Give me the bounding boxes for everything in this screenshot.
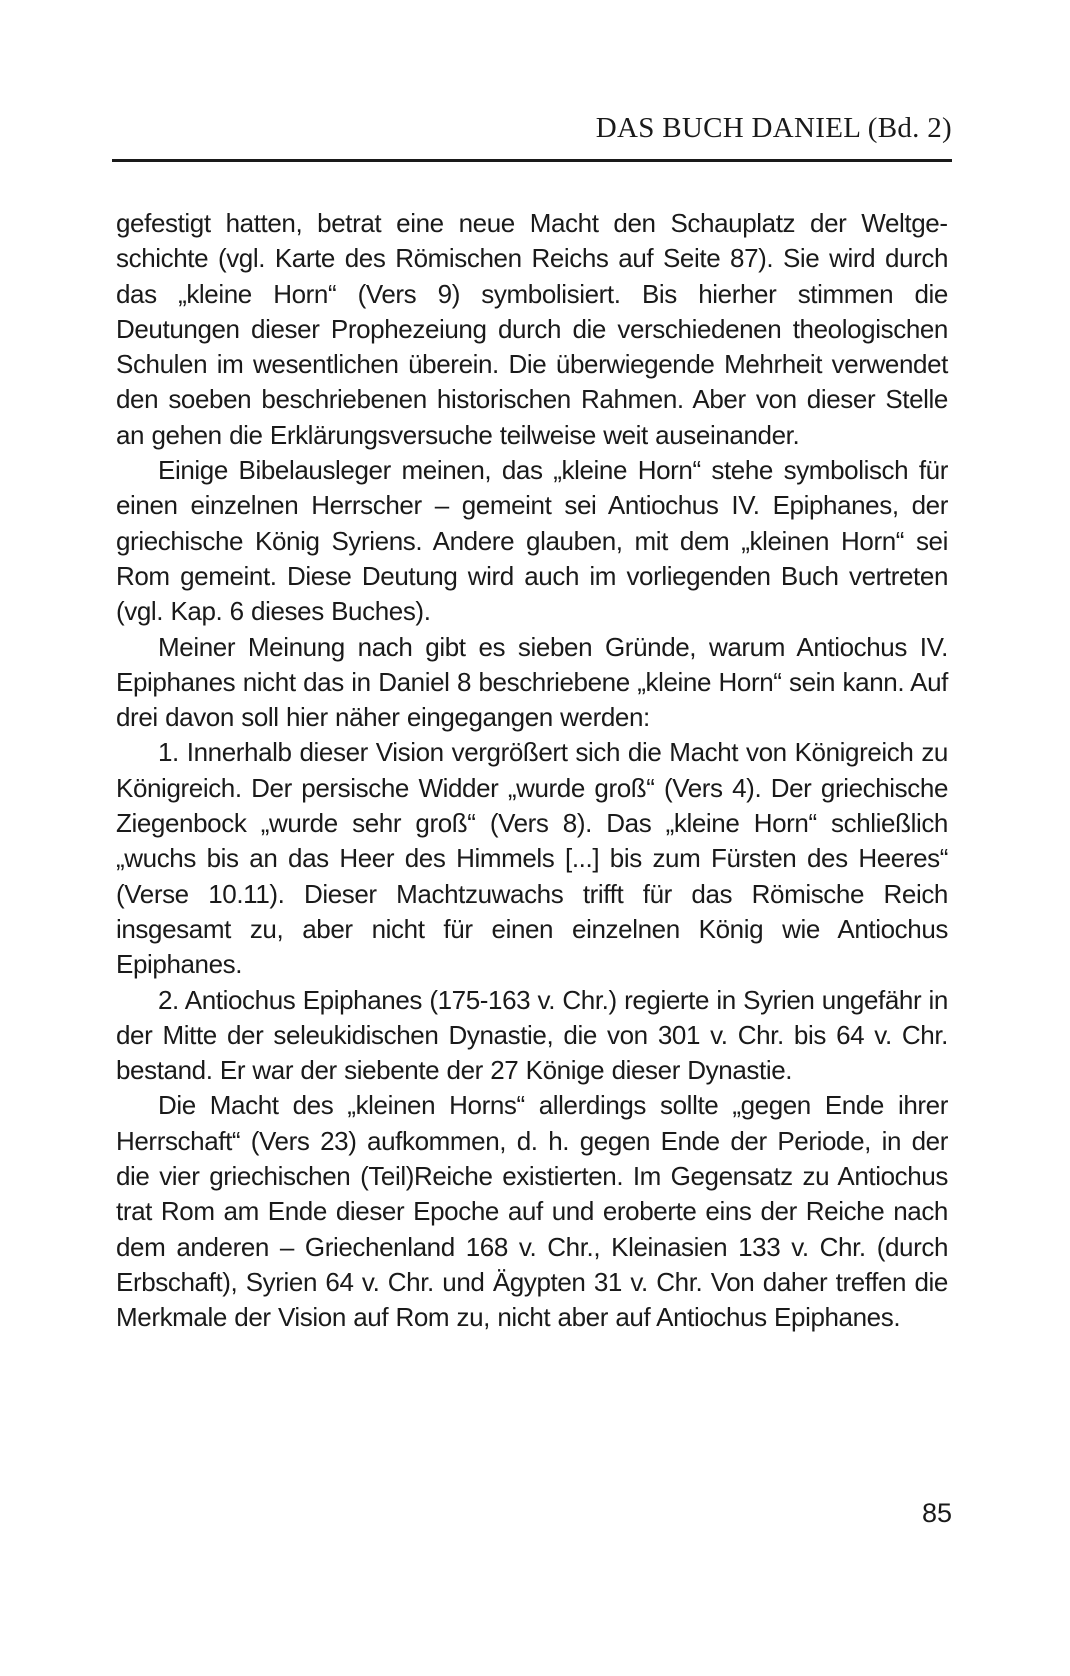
paragraph-1: gefestigt hatten, betrat eine neue Macht den Schauplatz der Weltgeschichte (vgl. Karte des Römischen Reichs auf Seite 87). Sie wird durch das „kleine Horn“ (Vers 9) symbolisiert. Bis hierher stimmen die Deutungen dieser Prophezeiung durch die verschiedenen theologischen Schulen im wesentlichen überein. Die überwiegende Mehrheit verwendet den soeben beschriebenen historischen Rahmen. Aber von dieser Stelle an gehen die Erklärungsversuche teilweise weit auseinander.: [116, 208, 948, 450]
body-text: [116, 206, 948, 1336]
running-header: DAS BUCH DANIEL (Bd. 2): [595, 112, 952, 144]
page-number: 85: [921, 1498, 952, 1528]
paragraph-3: Meiner Meinung nach gibt es sieben Gründe, warum Antiochus IV. Epiphanes nicht das in Daniel 8 beschriebene „kleine Horn“ sein kann. Auf drei davon soll hier näher eingegangen werden:: [116, 631, 948, 733]
paragraph-5: 2. Antiochus Epiphanes (175-163 v. Chr.) regierte in Syrien ungefähr in der Mitte der seleukidischen Dynastie, die von 301 v. Chr. bis 64 v. Chr. bestand. Er war der siebente der 27 Könige dieser Dynastie.: [116, 984, 948, 1086]
paragraph-2: Einige Bibelausleger meinen, das „kleine Horn“ stehe symbolisch für einen einzelnen Herrscher – gemeint sei Antiochus IV. Epiphanes, der griechische König Syriens. Andere glauben, mit dem „kleinen Horn“ sei Rom gemeint. Diese Deutung wird auch im vorliegenden Buch vertreten (vgl. Kap. 6 dieses Buches).: [116, 455, 948, 627]
header-rule: [112, 159, 952, 162]
paragraph-4: 1. Innerhalb dieser Vision vergrößert sich die Macht von Königreich zu Königreich. Der persische Widder „wurde groß“ (Vers 4). Der griechische Ziegenbock „wurde sehr groß“ (Vers 8). Das „kleine Horn“ schließlich „wuchs bis an das Heer des Himmels [...] bis zum Fürsten des Heeres“ (Verse 10.11). Dieser Machtzuwachs trifft für das Römische Reich insgesamt zu, aber nicht für einen einzelnen König wie Antiochus Epiphanes.: [116, 737, 948, 980]
paragraph-6: Die Macht des „kleinen Horns“ allerdings sollte „gegen Ende ihrer Herrschaft“ (Vers 23) aufkommen, d. h. gegen Ende der Periode, in der die vier griechischen (Teil)Reiche existierten. Im Gegensatz zu Antiochus trat Rom am Ende dieser Epoche auf und eroberte eins der Reiche nach dem anderen – Griechenland 168 v. Chr., Kleinasien 133 v. Chr. (durch Erbschaft), Syrien 64 v. Chr. und Ägypten 31 v. Chr. Von daher treffen die Merkmale der Vision auf Rom zu, nicht aber auf Antiochus Epiphanes.: [116, 1090, 948, 1333]
